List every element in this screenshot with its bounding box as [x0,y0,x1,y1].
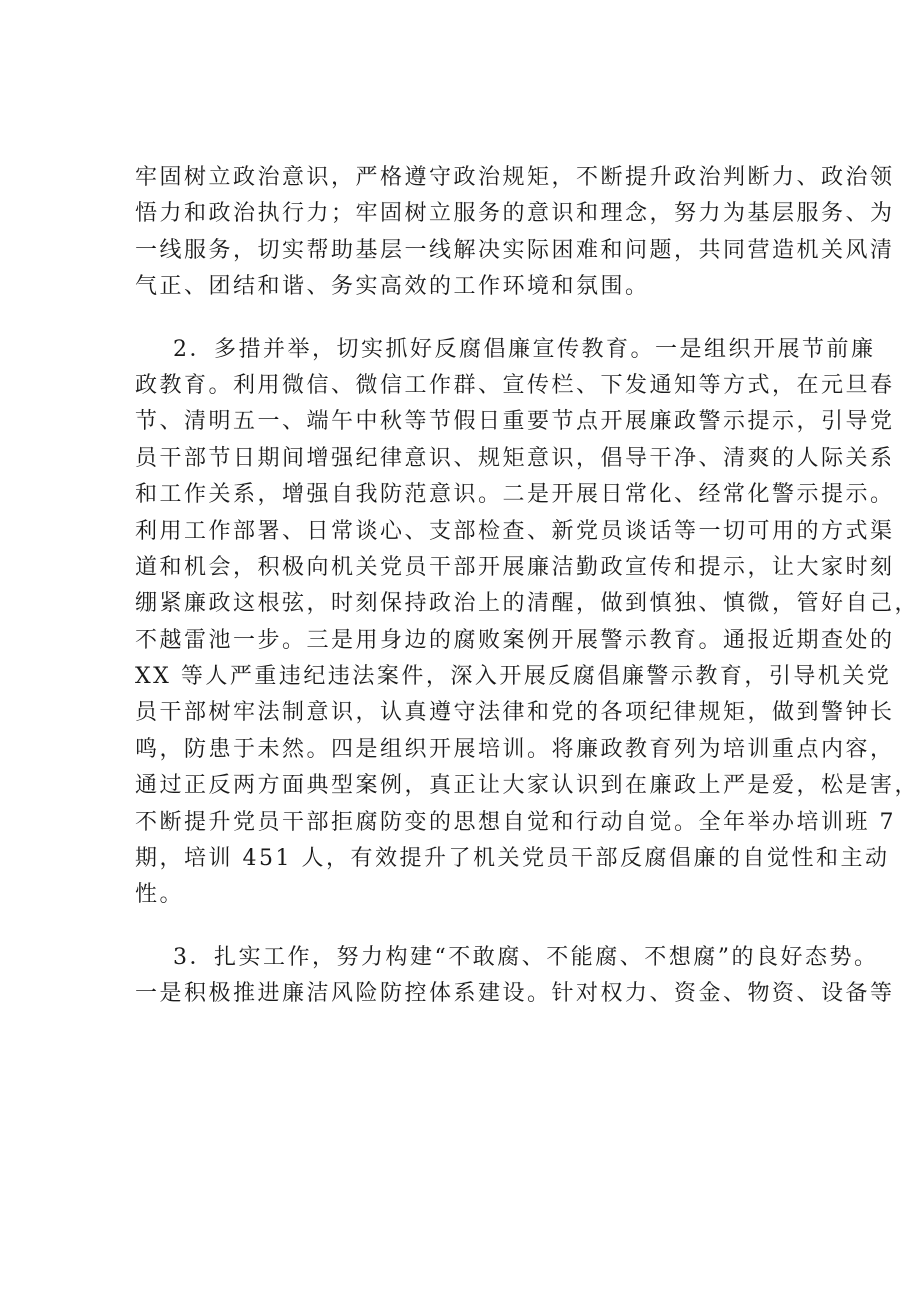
text-line: 鸣，防患于未然。四是组织开展培训。将廉政教育列为培训重点内容， [135,736,895,762]
text-line: XX 等人严重违纪违法案件，深入开展反腐倡廉警示教育，引导机关党 [135,664,892,690]
document-body [135,160,920,1013]
text-line: 2．多措并举，切实抓好反腐倡廉宣传教育。一是组织开展节前廉 [173,336,876,362]
text-line: 一是积极推进廉洁风险防控体系建设。针对权力、资金、物资、设备等 [135,981,895,1007]
paragraph-2 [135,332,920,914]
text-line: 期，培训 451 人，有效提升了机关党员干部反腐倡廉的自觉性和主动 [135,846,890,872]
paragraph-3 [135,940,895,1013]
text-line: 员干部节日期间增强纪律意识、规矩意识，倡导干净、清爽的人际关系 [135,445,895,471]
text-line: 牢固树立政治意识，严格遵守政治规矩，不断提升政治判断力、政治领 [135,165,895,190]
text-line: 气正、团结和谐、务实高效的工作环境和氛围。 [135,274,650,300]
text-line: 不越雷池一步。三是用身边的腐败案例开展警示教育。通报近期查处的 [135,627,895,653]
text-line: 3．扎实工作，努力构建“不敢腐、不能腐、不想腐”的良好态势。 [173,944,879,970]
paragraph-1 [135,160,895,306]
text-line: 节、清明五一、端午中秋等节假日重要节点开展廉政警示提示，引导党 [135,409,895,435]
text-line: 性。 [135,882,185,908]
text-line: 悟力和政治执行力；牢固树立服务的意识和理念，努力为基层服务、为 [135,201,895,227]
text-line: 一线服务，切实帮助基层一线解决实际困难和问题，共同营造机关风清 [135,237,895,263]
text-line: 通过正反两方面典型案例，真正让大家认识到在廉政上严是爱，松是害， [135,773,920,799]
text-line: 利用工作部署、日常谈心、支部检查、新党员谈话等一切可用的方式渠 [135,518,895,544]
text-line: 员干部树牢法制意识，认真遵守法律和党的各项纪律规矩，做到警钟长 [135,700,895,726]
text-line: 政教育。利用微信、微信工作群、宣传栏、下发通知等方式，在元旦春 [135,372,895,398]
text-line: 和工作关系，增强自我防范意识。二是开展日常化、经常化警示提示。 [135,482,895,508]
text-line: 不断提升党员干部拒腐防变的思想自觉和行动自觉。全年举办培训班 7 [135,809,896,835]
text-line: 绷紧廉政这根弦，时刻保持政治上的清醒，做到慎独、慎微，管好自己， [135,591,920,617]
text-line: 道和机会，积极向机关党员干部开展廉洁勤政宣传和提示，让大家时刻 [135,554,895,580]
